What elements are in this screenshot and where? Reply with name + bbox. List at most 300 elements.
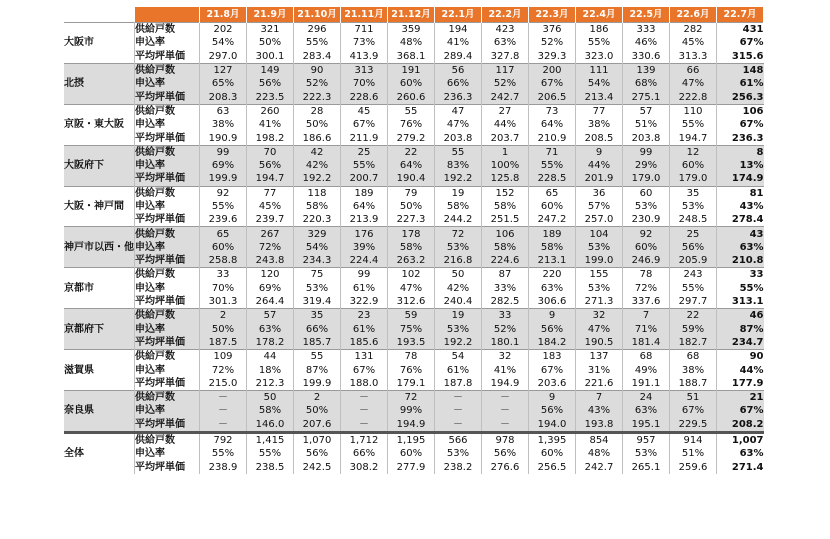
value-cell: 33 <box>200 268 247 282</box>
value-cell: 56 <box>435 63 482 77</box>
value-cell: 413.9 <box>341 50 388 64</box>
value-cell: 33 <box>717 268 764 282</box>
value-cell: 58% <box>294 200 341 213</box>
value-cell: 1,415 <box>247 432 294 447</box>
month-header: 21.9月 <box>247 7 294 23</box>
value-cell: 67% <box>739 37 764 49</box>
value-cell: 238.9 <box>200 461 247 474</box>
value-cell: 431 <box>717 23 764 37</box>
metric-label: 供給戸数 <box>135 145 200 159</box>
value-cell: 55 <box>435 145 482 159</box>
value-cell: 179.1 <box>388 377 435 391</box>
value-cell: 208.5 <box>576 131 623 145</box>
value-cell: 9 <box>529 391 576 405</box>
value-cell: 199.9 <box>294 377 341 391</box>
value-cell: 66 <box>670 63 717 77</box>
value-cell: 47 <box>435 104 482 118</box>
value-cell: 47% <box>435 118 482 131</box>
table-row <box>64 172 764 186</box>
value-cell: 323.0 <box>576 50 623 64</box>
value-cell: 224.6 <box>482 254 529 268</box>
value-cell: 110 <box>670 104 717 118</box>
month-header: 21.11月 <box>341 7 388 23</box>
value-cell: 191 <box>388 63 435 77</box>
metric-label: 申込率 <box>135 118 200 131</box>
table-row <box>64 363 764 376</box>
value-cell: 35 <box>294 309 341 323</box>
value-cell: 149 <box>247 63 294 77</box>
value-cell: 58% <box>482 200 529 213</box>
value-cell: 333 <box>623 23 670 37</box>
value-cell: 234.3 <box>294 254 341 268</box>
value-cell: 275.1 <box>623 90 670 104</box>
table-row <box>64 118 764 131</box>
value-cell: 53% <box>623 200 670 213</box>
value-cell: 178.2 <box>247 336 294 350</box>
value-cell: 282 <box>670 23 717 37</box>
value-cell: 186.6 <box>294 131 341 145</box>
value-cell: 55% <box>670 282 717 295</box>
value-cell: 12 <box>670 145 717 159</box>
value-cell: 100% <box>482 159 529 172</box>
value-cell: 56% <box>247 159 294 172</box>
value-cell: 234.7 <box>717 336 764 350</box>
table-row <box>64 241 764 254</box>
value-cell: 359 <box>388 23 435 37</box>
value-cell: 60% <box>529 200 576 213</box>
month-header: 21.8月 <box>200 7 247 23</box>
value-cell: 59% <box>670 323 717 336</box>
value-cell: 55% <box>294 36 341 49</box>
table-row <box>64 63 764 77</box>
value-cell: 329.3 <box>529 50 576 64</box>
value-cell: 191.1 <box>623 377 670 391</box>
value-cell: 236.3 <box>731 132 764 144</box>
value-cell: 2 <box>200 309 247 323</box>
value-cell: 56% <box>247 77 294 90</box>
month-header: 22.6月 <box>670 7 717 23</box>
value-cell: 63% <box>529 282 576 295</box>
value-cell: 72% <box>200 363 247 376</box>
value-cell: 179.0 <box>670 172 717 186</box>
value-cell: 67% <box>739 119 764 131</box>
value-cell: 58% <box>247 404 294 417</box>
value-cell: 63% <box>739 448 764 460</box>
value-cell: 65% <box>200 77 247 90</box>
value-cell: 248.5 <box>670 213 717 227</box>
value-cell: 1,007 <box>717 432 764 447</box>
value-cell: 66% <box>341 447 388 460</box>
value-cell: 329 <box>294 227 341 241</box>
value-cell: 53% <box>623 447 670 460</box>
value-cell: － <box>341 404 388 417</box>
value-cell: 137 <box>576 350 623 364</box>
value-cell: 152 <box>482 186 529 200</box>
value-cell: 72 <box>388 391 435 405</box>
value-cell: 202 <box>200 23 247 37</box>
table-row <box>64 336 764 350</box>
value-cell: 45% <box>247 200 294 213</box>
value-cell: 258.8 <box>200 254 247 268</box>
value-cell: 256.5 <box>529 461 576 474</box>
value-cell: 53% <box>670 200 717 213</box>
value-cell: 47% <box>576 323 623 336</box>
value-cell: 9 <box>529 309 576 323</box>
value-cell: 239.6 <box>200 213 247 227</box>
value-cell: 194.7 <box>247 172 294 186</box>
value-cell: 55% <box>739 282 764 294</box>
value-cell: 220.3 <box>294 213 341 227</box>
value-cell: 72% <box>623 282 670 295</box>
value-cell: 210.8 <box>717 254 764 268</box>
value-cell: 315.6 <box>731 50 764 62</box>
value-cell: 208.2 <box>717 418 764 433</box>
value-cell: 67% <box>529 363 576 376</box>
value-cell: 301.3 <box>200 295 247 309</box>
metric-label: 供給戸数 <box>135 63 200 77</box>
table-row <box>64 77 764 90</box>
value-cell: 192.2 <box>435 336 482 350</box>
metric-label: 供給戸数 <box>135 309 200 323</box>
value-cell: 61% <box>435 363 482 376</box>
table-row <box>64 145 764 159</box>
value-cell: 56% <box>670 241 717 254</box>
month-header: 22.5月 <box>623 7 670 23</box>
value-cell: 312.6 <box>388 295 435 309</box>
metric-label: 申込率 <box>135 447 200 460</box>
value-cell: 330.6 <box>623 50 670 64</box>
value-cell: 49% <box>623 363 670 376</box>
value-cell: 55 <box>294 350 341 364</box>
value-cell: 792 <box>200 432 247 447</box>
value-cell: － <box>341 418 388 433</box>
table-body <box>64 23 764 474</box>
value-cell: 44% <box>576 159 623 172</box>
value-cell: 41% <box>247 118 294 131</box>
value-cell: 43 <box>717 227 764 241</box>
region-label: 神戸市以西・他 <box>64 227 135 268</box>
value-cell: 242.5 <box>294 461 341 474</box>
value-cell: 914 <box>670 432 717 447</box>
value-cell: 27 <box>482 104 529 118</box>
value-cell: 223.5 <box>247 90 294 104</box>
value-cell: 195.1 <box>623 418 670 433</box>
value-cell: 188.7 <box>670 377 717 391</box>
value-cell: 48% <box>388 36 435 49</box>
header-label-cell <box>135 7 200 23</box>
value-cell: 229.5 <box>670 418 717 433</box>
value-cell: 256.3 <box>717 90 764 104</box>
value-cell: 50% <box>294 404 341 417</box>
value-cell: 216.8 <box>435 254 482 268</box>
value-cell: 67% <box>717 404 764 417</box>
region-label: 京阪・東大阪 <box>64 104 135 145</box>
value-cell: 13% <box>717 159 764 172</box>
value-cell: 53% <box>435 323 482 336</box>
metric-label: 申込率 <box>135 36 200 49</box>
value-cell: 221.6 <box>576 377 623 391</box>
value-cell: 243.8 <box>247 254 294 268</box>
value-cell: 199.0 <box>576 254 623 268</box>
value-cell: 44% <box>482 118 529 131</box>
metric-label: 供給戸数 <box>135 186 200 200</box>
value-cell: 76% <box>388 118 435 131</box>
value-cell: 215.0 <box>200 377 247 391</box>
value-cell: 50% <box>200 323 247 336</box>
metric-label: 申込率 <box>135 323 200 336</box>
table-row <box>64 254 764 268</box>
table-row <box>64 309 764 323</box>
value-cell: 77 <box>247 186 294 200</box>
month-header: 22.4月 <box>576 7 623 23</box>
value-cell: 67% <box>670 404 717 417</box>
metric-label: 平均坪単価 <box>135 336 200 350</box>
value-cell: 55% <box>576 36 623 49</box>
value-cell: 117 <box>482 63 529 77</box>
region-label: 京都府下 <box>64 309 135 350</box>
value-cell: － <box>341 391 388 405</box>
value-cell: 423 <box>482 23 529 37</box>
value-cell: 854 <box>576 432 623 447</box>
value-cell: 63% <box>482 36 529 49</box>
value-cell: 297.0 <box>200 50 247 64</box>
value-cell: 186 <box>576 23 623 37</box>
value-cell: 185.6 <box>341 336 388 350</box>
value-cell: 61% <box>341 282 388 295</box>
month-header: 21.12月 <box>388 7 435 23</box>
value-cell: 64% <box>388 159 435 172</box>
value-cell: 38% <box>576 118 623 131</box>
value-cell: 92 <box>200 186 247 200</box>
value-cell: 181.4 <box>623 336 670 350</box>
metric-label: 平均坪単価 <box>135 131 200 145</box>
metric-label: 平均坪単価 <box>135 254 200 268</box>
value-cell: 41% <box>435 36 482 49</box>
value-cell: 70% <box>341 77 388 90</box>
value-cell: 54% <box>294 241 341 254</box>
value-cell: 52% <box>482 77 529 90</box>
value-cell: 29% <box>623 159 670 172</box>
table-row <box>64 432 764 447</box>
table-row <box>64 159 764 172</box>
value-cell: 957 <box>623 432 670 447</box>
value-cell: 51% <box>623 118 670 131</box>
value-cell: 56% <box>294 447 341 460</box>
value-cell: 206.5 <box>529 90 576 104</box>
value-cell: 39% <box>341 241 388 254</box>
value-cell: 58% <box>529 241 576 254</box>
value-cell: 53% <box>435 241 482 254</box>
table-row <box>64 377 764 391</box>
value-cell: 230.9 <box>623 213 670 227</box>
value-cell: 131 <box>341 350 388 364</box>
value-cell: 22 <box>670 309 717 323</box>
value-cell: 194.9 <box>388 418 435 433</box>
value-cell: 52% <box>482 323 529 336</box>
value-cell: 210.9 <box>529 131 576 145</box>
value-cell: 200.7 <box>341 172 388 186</box>
value-cell: 212.3 <box>247 377 294 391</box>
value-cell: － <box>200 391 247 405</box>
value-cell: 53% <box>294 282 341 295</box>
value-cell: 99% <box>388 404 435 417</box>
value-cell: 57% <box>576 200 623 213</box>
value-cell: 222.8 <box>670 90 717 104</box>
value-cell: 64% <box>341 200 388 213</box>
value-cell: 148 <box>717 63 764 77</box>
value-cell: 213.1 <box>529 254 576 268</box>
metric-label: 平均坪単価 <box>135 172 200 186</box>
value-cell: 183 <box>529 350 576 364</box>
value-cell: 47% <box>388 282 435 295</box>
metric-label: 平均坪単価 <box>135 461 200 474</box>
value-cell: 70% <box>200 282 247 295</box>
value-cell: 58% <box>482 241 529 254</box>
value-cell: 70 <box>247 145 294 159</box>
month-header: 21.10月 <box>294 7 341 23</box>
value-cell: 276.6 <box>482 461 529 474</box>
value-cell: 213.9 <box>341 213 388 227</box>
value-cell: 67% <box>529 77 576 90</box>
value-cell: 99 <box>623 145 670 159</box>
value-cell: 319.4 <box>294 295 341 309</box>
value-cell: 201.9 <box>576 172 623 186</box>
value-cell: 51 <box>670 391 717 405</box>
value-cell: 51% <box>670 447 717 460</box>
value-cell: － <box>435 391 482 405</box>
value-cell: 2 <box>294 391 341 405</box>
value-cell: 60% <box>200 241 247 254</box>
value-cell: － <box>435 404 482 417</box>
table-row <box>64 418 764 433</box>
value-cell: 45 <box>341 104 388 118</box>
month-header: 22.2月 <box>482 7 529 23</box>
metric-label: 供給戸数 <box>135 268 200 282</box>
metric-label: 平均坪単価 <box>135 377 200 391</box>
value-cell: 45% <box>670 36 717 49</box>
value-cell: 43% <box>576 404 623 417</box>
value-cell: 42% <box>435 282 482 295</box>
value-cell: 38% <box>200 118 247 131</box>
header-row <box>64 7 764 23</box>
value-cell: 228.6 <box>341 90 388 104</box>
value-cell: 55% <box>247 447 294 460</box>
value-cell: 50% <box>388 200 435 213</box>
value-cell: 176 <box>341 227 388 241</box>
table-row <box>64 461 764 474</box>
value-cell: 188.0 <box>341 377 388 391</box>
value-cell: 75% <box>388 323 435 336</box>
value-cell: 193.5 <box>388 336 435 350</box>
region-label: 大阪府下 <box>64 145 135 186</box>
value-cell: 44 <box>247 350 294 364</box>
metric-label: 供給戸数 <box>135 350 200 364</box>
region-label: 全体 <box>64 432 135 473</box>
value-cell: 313.1 <box>731 296 764 308</box>
value-cell: 118 <box>294 186 341 200</box>
value-cell: 92 <box>623 227 670 241</box>
value-cell: 53% <box>435 447 482 460</box>
metric-label: 供給戸数 <box>135 104 200 118</box>
value-cell: 187.8 <box>435 377 482 391</box>
value-cell: 327.8 <box>482 50 529 64</box>
value-cell: 50% <box>294 118 341 131</box>
value-cell: 43% <box>739 201 764 212</box>
value-cell: 198.2 <box>247 131 294 145</box>
value-cell: 90 <box>717 350 764 364</box>
value-cell: 28 <box>294 104 341 118</box>
value-cell: 106 <box>717 104 764 118</box>
metric-label: 平均坪単価 <box>135 295 200 309</box>
value-cell: 213.4 <box>576 90 623 104</box>
value-cell: 146.0 <box>247 418 294 433</box>
value-cell: 50% <box>247 36 294 49</box>
value-cell: 68% <box>623 77 670 90</box>
value-cell: 194.7 <box>670 131 717 145</box>
value-cell: 155 <box>576 268 623 282</box>
value-cell: 109 <box>200 350 247 364</box>
value-cell: 194 <box>435 23 482 37</box>
value-cell: 199.9 <box>200 172 247 186</box>
value-cell: 264.4 <box>247 295 294 309</box>
value-cell: 279.2 <box>388 131 435 145</box>
value-cell: 63% <box>717 241 764 254</box>
value-cell: 64% <box>529 118 576 131</box>
table-row <box>64 227 764 241</box>
value-cell: 87% <box>294 363 341 376</box>
value-cell: 337.6 <box>623 295 670 309</box>
table-row <box>64 50 764 64</box>
value-cell: 19 <box>435 186 482 200</box>
value-cell: 60% <box>529 447 576 460</box>
value-cell: 1,395 <box>529 432 576 447</box>
table-row <box>64 23 764 37</box>
table-row <box>64 104 764 118</box>
value-cell: 185.7 <box>294 336 341 350</box>
value-cell: 78 <box>388 350 435 364</box>
value-cell: 566 <box>435 432 482 447</box>
value-cell: 79 <box>388 186 435 200</box>
value-cell: 106 <box>482 227 529 241</box>
value-cell: 203.6 <box>529 377 576 391</box>
value-cell: 207.6 <box>294 418 341 433</box>
value-cell: 1,070 <box>294 432 341 447</box>
value-cell: 7 <box>623 309 670 323</box>
table-row <box>64 268 764 282</box>
value-cell: 257.0 <box>576 213 623 227</box>
value-cell: 52% <box>529 36 576 49</box>
value-cell: 52% <box>294 77 341 90</box>
value-cell: 60% <box>388 447 435 460</box>
value-cell: 66% <box>294 323 341 336</box>
value-cell: 60% <box>623 241 670 254</box>
value-cell: － <box>200 404 247 417</box>
table-row <box>64 350 764 364</box>
value-cell: 81 <box>717 186 764 200</box>
value-cell: 283.4 <box>294 50 341 64</box>
value-cell: 139 <box>623 63 670 77</box>
value-cell: 54% <box>200 36 247 49</box>
value-cell: 260.6 <box>388 90 435 104</box>
value-cell: 127 <box>200 63 247 77</box>
value-cell: 194.0 <box>529 418 576 433</box>
value-cell: 313 <box>341 63 388 77</box>
value-cell: － <box>482 391 529 405</box>
value-cell: 203.7 <box>482 131 529 145</box>
metric-label: 申込率 <box>135 404 200 417</box>
value-cell: 90 <box>294 63 341 77</box>
value-cell: 174.9 <box>717 172 764 186</box>
